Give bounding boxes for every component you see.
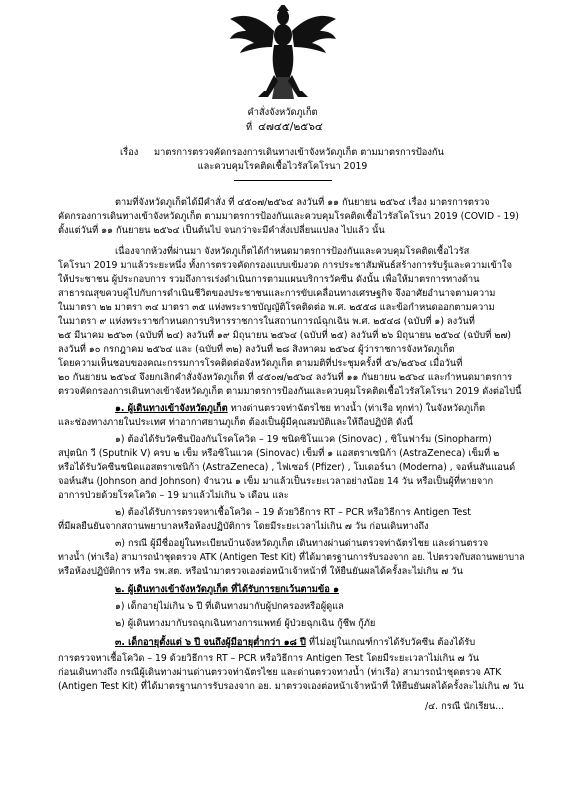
- order-number-prefix: ที่: [246, 122, 253, 133]
- item-line: ๒) ผู้เดินทางมากับรถฉุกเฉินทางการแพทย์ ผู้ป่วยฉุกเฉิน กู้ชีพ กู้ภัย: [115, 618, 376, 629]
- subject-label: เรื่อง: [120, 147, 139, 158]
- section-2-heading: ๒. ผู้เดินทางเข้าจังหวัดภูเก็ต ที่ได้รับการยกเว้นตามข้อ ๑: [115, 584, 340, 595]
- subject-line: มาตรการตรวจคัดกรองการเดินทางเข้าจังหวัดภูเก็ต ตามมาตรการป้องกัน: [154, 147, 444, 158]
- item-line: ๑) เด็กอายุไม่เกิน ๖ ปี ที่เดินทางมากับผู้ปกครองหรือผู้ดูแล: [115, 601, 344, 612]
- paragraph-line: การตรวจหาเชื้อโควิด – 19 ด้วยวิธีการ RT – PCR หรือวิธีการ Antigen Test โดยมีระยะเวลาไม่เกิน ๗ วัน: [58, 653, 480, 664]
- paragraph-line: เนื่องจากห้วงที่ผ่านมา จังหวัดภูเก็ตได้กำหนดมาตรการป้องกันและควบคุมโรคติดเชื้อไวรัส: [115, 246, 470, 257]
- section-1-title: ๑. ผู้เดินทางเข้าจังหวัดภูเก็ต: [115, 403, 228, 414]
- item-line: สปุตนิก วี (Sputnik V) ครบ ๒ เข็ม หรือซิโนแวค (Sinovac) เข็มที่ ๑ แอสตราเซนิก้า (AstraZeneca) เข็มที่ ๒: [58, 448, 500, 459]
- section-3-title-rest: ที่ไม่อยู่ในเกณฑ์การได้รับวัคซีน ต้องได้รับ: [308, 637, 476, 648]
- order-number: [246, 121, 323, 134]
- section-3-heading: [115, 636, 475, 649]
- item-line: ๑) ต้องได้รับวัคซีนป้องกันโรคโควิด – 19 ชนิดซิโนแวค (Sinovac) , ซิโนฟาร์ม (Sinopharm): [115, 434, 492, 445]
- item-line: ๓) กรณี ผู้มีชื่ออยู่ในทะเบียนบ้านจังหวัดภูเก็ต เดินทางผ่านด่านตรวจท่าฉัตรไชย และด่านตรวจ: [115, 538, 489, 549]
- item-line: หรือได้รับวัคซีนชนิดแอสตราเซนิก้า (AstraZeneca) , ไฟเซอร์ (Pfizer) , โมเดอร์นา (Moderna) , จอห์นสันแอนด์: [58, 462, 516, 473]
- paragraph-line: ตามที่จังหวัดภูเก็ตได้มีคำสั่ง ที่ ๔๕๐๗/๒๕๖๔ ลงวันที่ ๑๑ กันยายน ๒๕๖๔ เรื่อง มาตรการตรวจ: [115, 197, 490, 208]
- paragraph-line: สาธารณสุขควบคู่ไปกับการดำเนินชีวิตของประชาชนและการขับเคลื่อนทางเศรษฐกิจ จึงอาศัยอำนาจตามความ: [58, 288, 496, 299]
- item-line: อาการป่วยด้วยโรคโควิด – 19 มาแล้วไม่เกิน ๖ เดือน และ: [58, 490, 289, 501]
- item-line: ๒) ต้องได้รับการตรวจหาเชื้อโควิด – 19 ด้วยวิธีการ RT – PCR หรือวิธีการ Antigen Test: [115, 507, 471, 518]
- item-line: ทางน้ำ (ท่าเรือ) สามารถนำชุดตรวจ ATK (Antigen Test Kit) ที่ได้มาตรฐานการรับรองจาก อย. ไปตรวจกับสถานพยาบาล: [58, 552, 525, 563]
- paragraph-line: ตั้งแต่วันที่ ๑๑ กันยายน ๒๕๖๔ เป็นต้นไป จนกว่าจะมีคำสั่งเปลี่ยนแปลง ไปแล้ว นั้น: [58, 225, 385, 236]
- paragraph-line: คัดกรองการเดินทางเข้าจังหวัดภูเก็ต ตามมาตรการป้องกันและควบคุมโรคติดเชื้อไวรัสโคโรนา 2019 (COVID - 19): [58, 211, 519, 222]
- paragraph-line: และช่องทางภายในประเทศ ท่าอากาศยานภูเก็ต ต้องเป็นผู้มีคุณสมบัติและให้ถือปฏิบัติ ดังนี้: [58, 417, 413, 428]
- paragraph-line: (Antigen Test Kit) ที่ได้มาตรฐานการรับรองจาก อย. มาตรวจเองต่อหน้าเจ้าหน้าที่ ให้ยืนยันผลได้ครั้งละไม่เกิน ๗ วัน: [58, 681, 525, 692]
- continuation-marker: /๔. กรณี นักเรียน...: [425, 701, 505, 712]
- paragraph-line: ในมาตรา ๙ แห่งพระราชกำหนดการบริหารราชการในสถานการณ์ฉุกเฉิน พ.ศ. ๒๕๔๘ (ฉบับที่ ๑) ลงวันที่: [58, 316, 475, 327]
- garuda-emblem: [228, 5, 338, 101]
- paragraph-line: ตรวจคัดกรองการเดินทางเข้าจังหวัดภูเก็ต ตามมาตรการป้องกันและควบคุมโรคติดเชื้อไวรัสโคโรนา 2019 ดังต่อไปนี้: [58, 386, 522, 397]
- paragraph-line: ๒๐ กันยายน ๒๕๖๔ จึงยกเลิกคำสั่งจังหวัดภูเก็ต ที่ ๔๕๐๗/๒๕๖๔ ลงวันที่ ๑๑ กันยายน ๒๕๖๔ และกำหนดมาตรการ: [58, 372, 513, 383]
- paragraph-line: ลงวันที่ ๑๐ กรกฎาคม ๒๕๖๔ และ (ฉบับที่ ๓๒) ลงวันที่ ๒๘ สิงหาคม ๒๕๖๔ ผู้ว่าราชการจังหวัดภูเก็ต: [58, 344, 455, 355]
- paragraph-line: โดยความเห็นชอบของคณะกรรมการโรคติดต่อจังหวัดภูเก็ต ตามมติที่ประชุมครั้งที่ ๕๖/๒๕๖๔ เมื่อวันที่: [58, 358, 463, 369]
- paragraph-line: ในมาตรา ๒๒ มาตรา ๓๔ มาตรา ๓๕ แห่งพระราชบัญญัติโรคติดต่อ พ.ศ. ๒๕๕๘ และข้อกำหนดออกตามความ: [58, 302, 495, 313]
- item-line: จอห์นสัน (Johnson and Johnson) จำนวน ๑ เข็ม มาแล้วเป็นระยะเวลาอย่างน้อย 14 วัน หรือเป็นผู้ที่หายจาก: [58, 476, 494, 487]
- paragraph-line: ให้ประชาชน ผู้ประกอบการ รวมถึงการเร่งดำเนินการตามแผนบริการวัคซีน ดังนั้น เพื่อให้มาตรการทางด้าน: [58, 274, 480, 285]
- paragraph-line: ก่อนเดินทางถึง กรณีผู้เดินทางผ่านด่านตรวจท่าฉัตรไชย และด่านตรวจทางน้ำ (ท่าเรือ) สามารถนำชุดตรวจ ATK: [58, 667, 502, 678]
- section-3-title: ๓. เด็กอายุตั้งแต่ ๖ ปี จนถึงผู้มีอายุต่ำกว่า ๑๘ ปี: [115, 637, 306, 648]
- subject-line: และควบคุมโรคติดเชื้อไวรัสโคโรนา 2019: [197, 161, 368, 172]
- divider: [234, 180, 332, 181]
- order-title: คำสั่งจังหวัดภูเก็ต: [247, 107, 318, 118]
- paragraph-line: โคโรนา 2019 มาแล้วระยะหนึ่ง ทั้งการตรวจคัดกรองแบบเข้มงวด การประชาสัมพันธ์สร้างการรับรู้และความเข้าใจ: [58, 260, 513, 271]
- paragraph-line: ๒๕ มีนาคม ๒๕๖๓ (ฉบับที่ ๒๔) ลงวันที่ ๑๙ มิถุนายน ๒๕๖๔ (ฉบับที่ ๒๕) ลงวันที่ ๒๖ มิถุนายน ๒๕๖๔ (ฉบับที่ ๒๗): [58, 330, 512, 341]
- section-1-title-rest: ทางด่านตรวจท่าฉัตรไชย ทางน้ำ (ท่าเรือ ทุกท่า) ในจังหวัดภูเก็ต: [230, 403, 485, 414]
- item-line: ที่มีผลยืนยันจากสถานพยาบาลหรือห้องปฏิบัติการ โดยมีระยะเวลาไม่เกิน ๗ วัน ก่อนเดินทางถึง: [58, 521, 429, 532]
- order-number-value: ๔๗๔๕/๒๕๖๔: [258, 121, 323, 133]
- section-1-heading: [115, 402, 485, 415]
- item-line: หรือห้องปฏิบัติการ หรือ รพ.สต. หรือนำมาตรวจเองต่อหน้าเจ้าหน้าที่ ให้ยืนยันผลได้ครั้งละไม่เกิน ๗ วัน: [58, 566, 463, 577]
